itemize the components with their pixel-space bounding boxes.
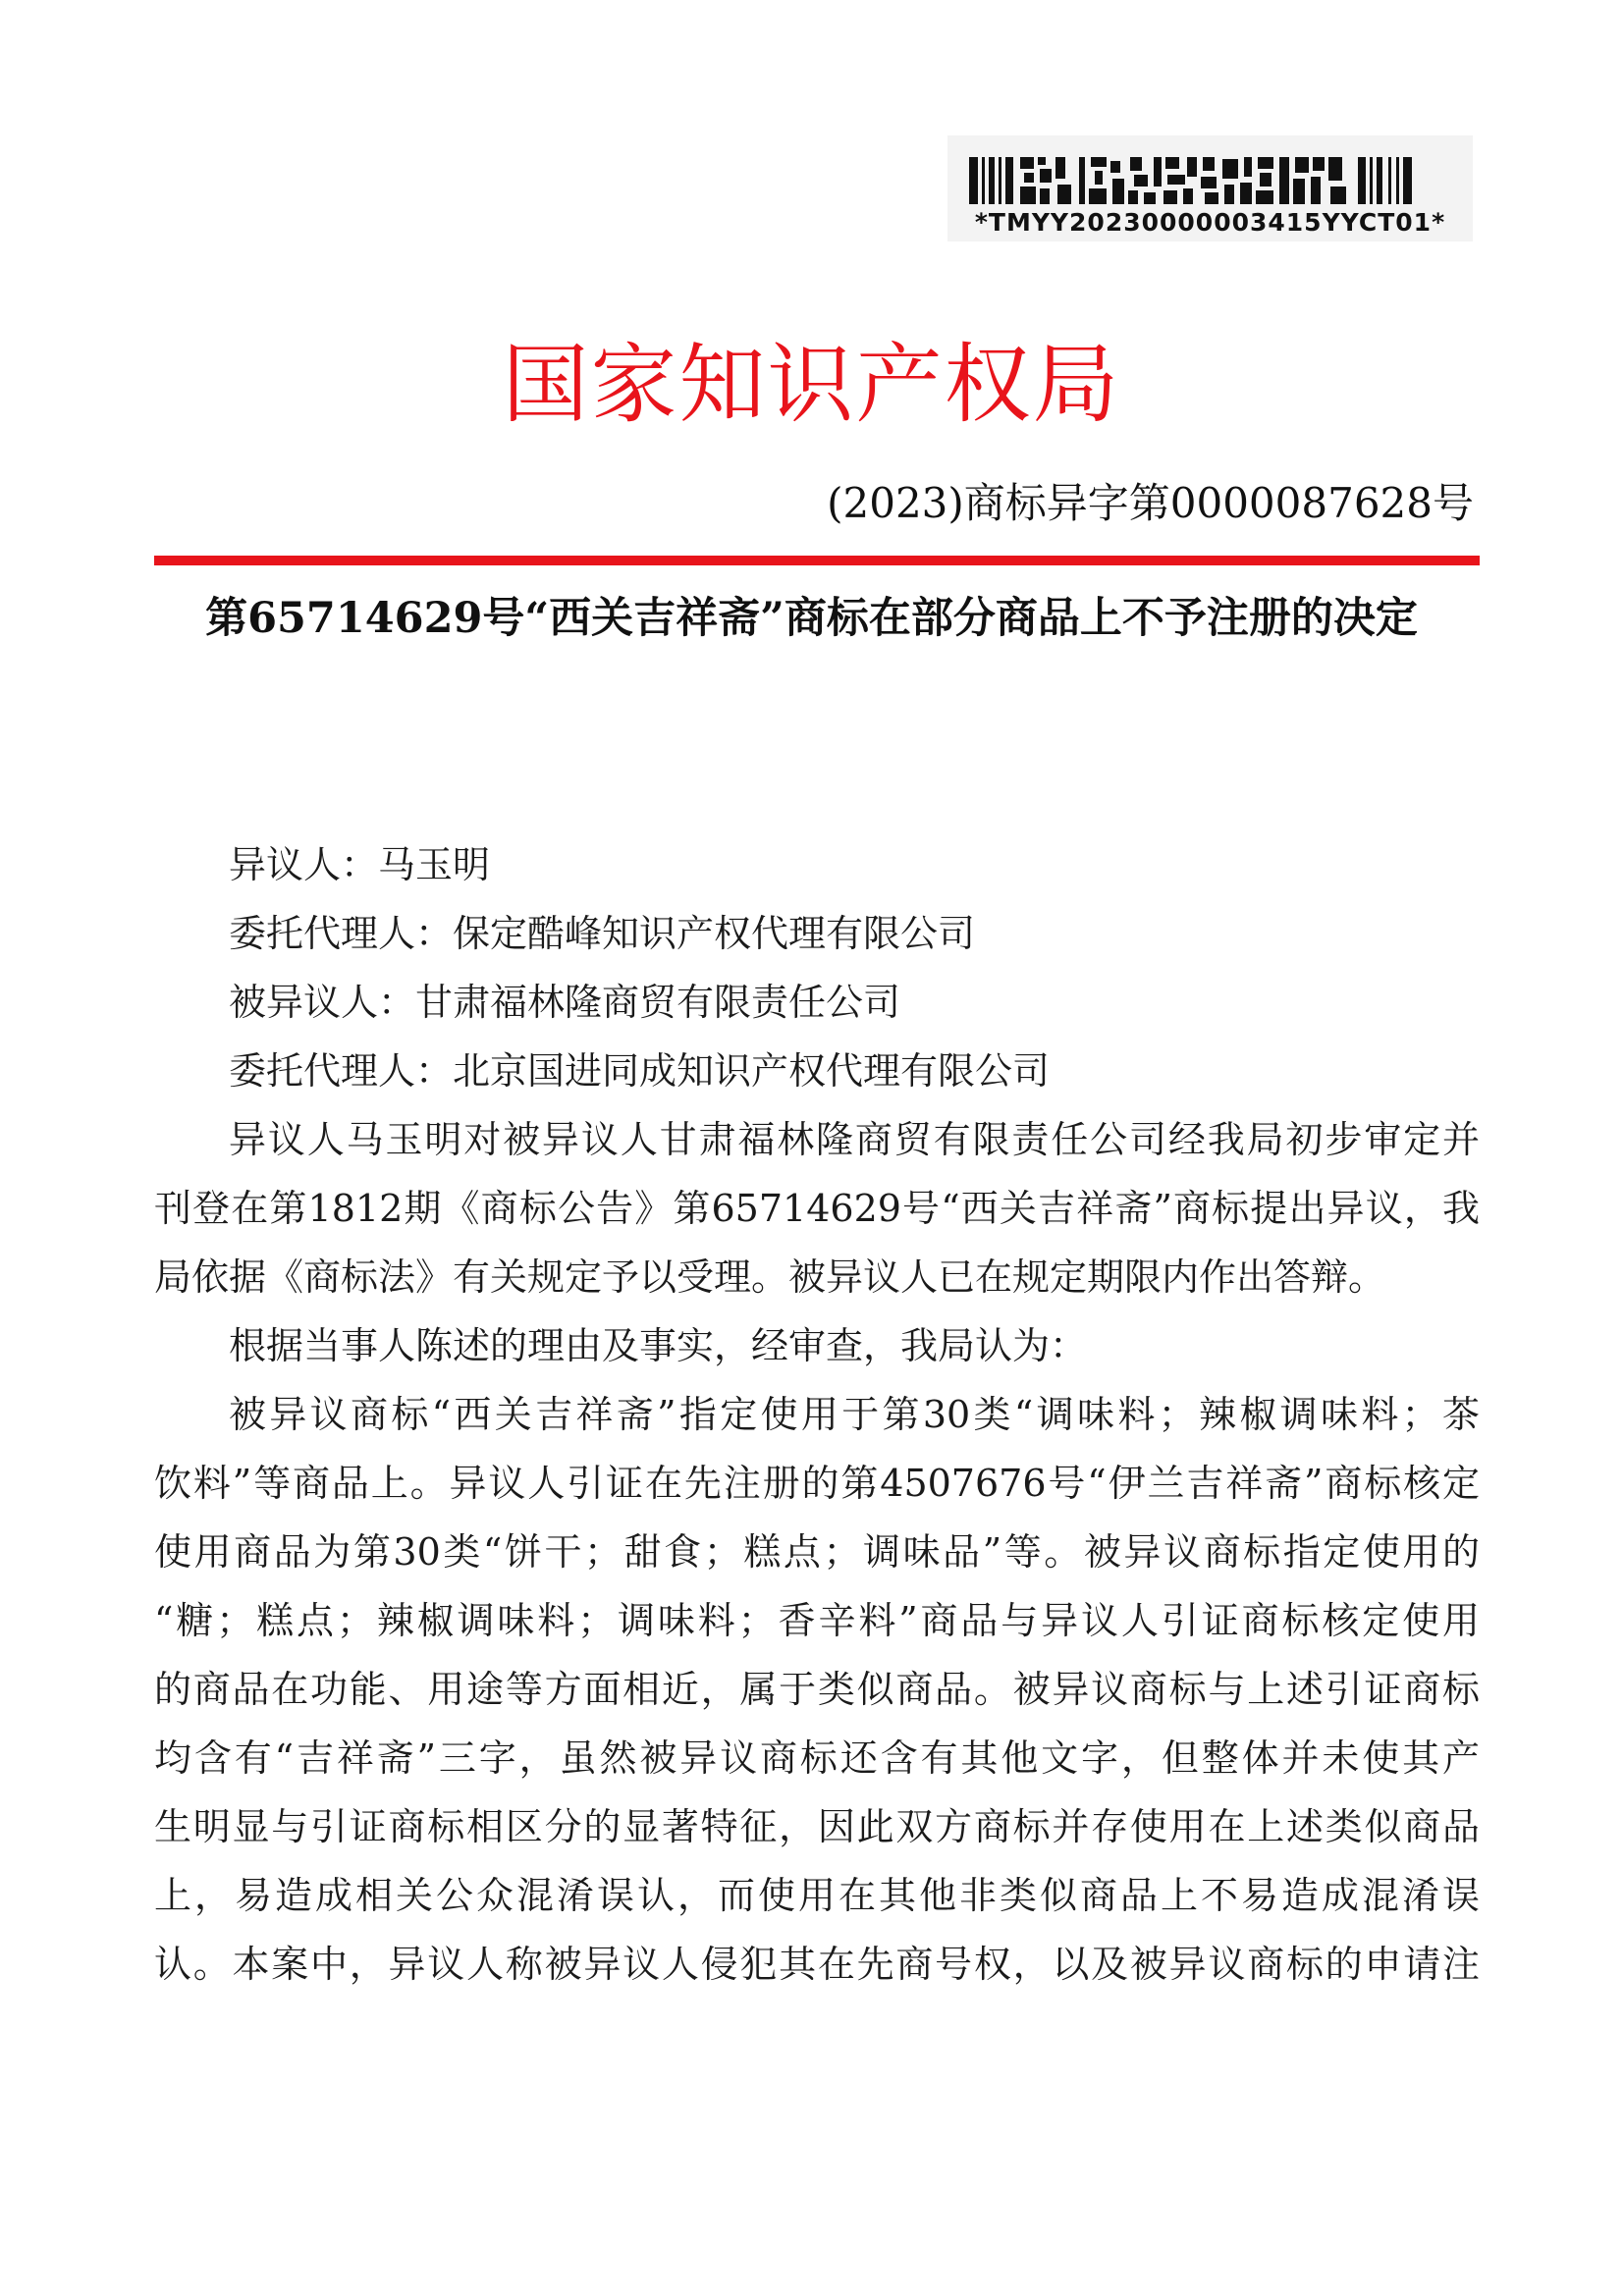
barcode-code: *TMYY20230000003415YYCT01* bbox=[974, 208, 1446, 237]
party-opposer: 异议人：马玉明 bbox=[229, 843, 491, 886]
paragraph-line: 被异议商标“西关吉祥斋”指定使用于第30类“调味料；辣椒调味料；茶 bbox=[229, 1393, 1480, 1436]
paragraph-line: 饮料”等商品上。异议人引证在先注册的第4507676号“伊兰吉祥斋”商标核定 bbox=[154, 1462, 1480, 1505]
agency-title: 国家知识产权局 bbox=[502, 334, 1121, 435]
paragraph-line: 上，易造成相关公众混淆误认，而使用在其他非类似商品上不易造成混淆误 bbox=[154, 1874, 1480, 1917]
document-number: (2023)商标异字第0000087628号 bbox=[827, 479, 1474, 527]
party-opposer-agent: 委托代理人：保定酷峰知识产权代理有限公司 bbox=[229, 912, 976, 955]
paragraph-line: 局依据《商标法》有关规定予以受理。被异议人已在规定期限内作出答辩。 bbox=[154, 1255, 1386, 1299]
paragraph-line: 刊登在第1812期《商标公告》第65714629号“西关吉祥斋”商标提出异议，我 bbox=[154, 1187, 1480, 1230]
paragraph-line: 均含有“吉祥斋”三字，虽然被异议商标还含有其他文字，但整体并未使其产 bbox=[154, 1736, 1480, 1780]
paragraph-line: 根据当事人陈述的理由及事实，经审查，我局认为： bbox=[229, 1324, 1088, 1367]
paragraph-line: 异议人马玉明对被异议人甘肃福林隆商贸有限责任公司经我局初步审定并 bbox=[229, 1118, 1480, 1161]
party-opposed: 被异议人：甘肃福林隆商贸有限责任公司 bbox=[229, 981, 901, 1024]
party-opposed-agent: 委托代理人：北京国进同成知识产权代理有限公司 bbox=[229, 1049, 1051, 1093]
document-body bbox=[154, 830, 1480, 1999]
red-divider bbox=[154, 556, 1480, 565]
paragraph-line: 认。本案中，异议人称被异议人侵犯其在先商号权，以及被异议商标的申请注 bbox=[154, 1943, 1480, 1986]
paragraph-line: 使用商品为第30类“饼干；甜食；糕点；调味品”等。被异议商标指定使用的 bbox=[154, 1530, 1480, 1574]
paragraph-line: 的商品在功能、用途等方面相近，属于类似商品。被异议商标与上述引证商标 bbox=[154, 1668, 1480, 1711]
decision-title: 第65714629号“西关吉祥斋”商标在部分商品上不予注册的决定 bbox=[205, 594, 1418, 643]
paragraph-line: “糖；糕点；辣椒调味料；调味料；香辛料”商品与异议人引证商标核定使用 bbox=[154, 1599, 1480, 1642]
paragraph-line: 生明显与引证商标相区分的显著特征，因此双方商标并存使用在上述类似商品 bbox=[154, 1805, 1480, 1848]
barcode-pattern bbox=[969, 153, 1421, 208]
barcode bbox=[947, 135, 1473, 241]
